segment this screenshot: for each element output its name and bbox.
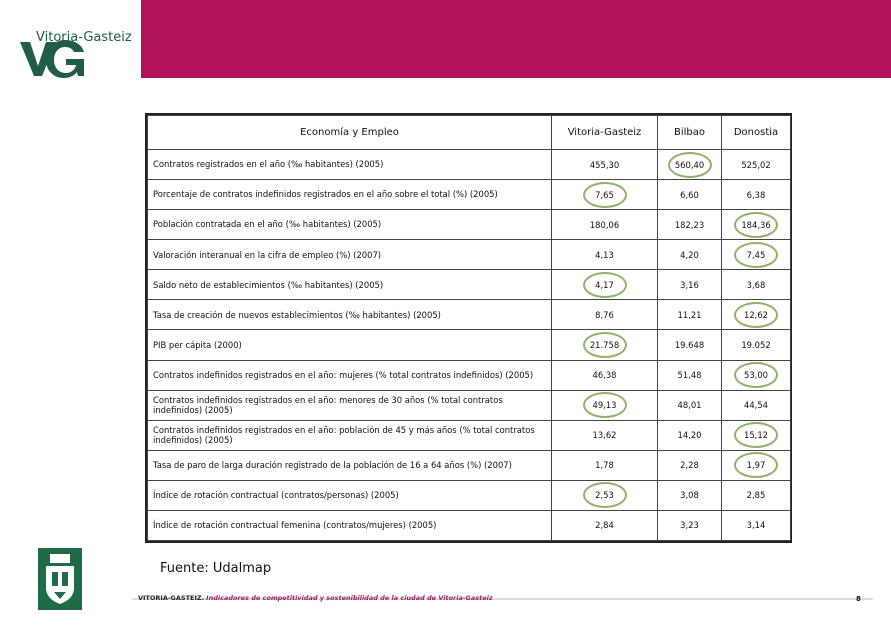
value-text: 525,02 [741,159,771,170]
highlight-circle [734,212,778,238]
value-text: 19.052 [741,339,771,350]
source-note: Fuente: Udalmap [160,561,272,576]
value-text: 1,78 [595,460,614,471]
indicator-label: Saldo neto de establecimientos (‰ habitantes) (2005) [148,270,552,300]
highlight-circle [734,452,778,478]
table-row [148,420,791,450]
value-cell [658,360,722,390]
value-text: 12,62 [744,309,768,320]
table-row [148,450,791,480]
page-number: 8 [856,595,861,603]
column-header: Donostia [722,116,791,150]
value-text: 184,36 [741,219,771,230]
indicator-label: Contratos indefinidos registrados en el año: mujeres (% total contratos indefinidos) (2005) [148,360,552,390]
table-row [148,300,791,330]
value-cell [722,270,791,300]
value-cell [658,270,722,300]
value-text: 3,16 [680,279,699,290]
value-text: 1,97 [746,460,766,471]
logo-text: Vitoria-Gasteiz [36,30,132,45]
table-row [148,360,791,390]
value-text: 21.758 [589,339,620,350]
table-row [148,180,791,210]
column-header: Economía y Empleo [148,116,552,150]
value-cell [552,330,658,360]
value-text: 180,06 [589,219,620,230]
value-cell [722,330,791,360]
indicator-label: Tasa de paro de larga duración registrado de la población de 16 a 64 años (%) (2007) [148,450,552,480]
value-text: 6,38 [746,189,766,200]
value-cell [722,480,791,510]
highlight-circle [583,272,627,298]
value-cell [552,270,658,300]
value-cell [722,150,791,180]
table-row [148,390,791,420]
indicator-label: Porcentaje de contratos indefinidos registrados en el año sobre el total (%) (2005) [148,180,552,210]
value-cell [658,510,722,540]
footer-text [138,594,493,602]
value-text: 3,68 [746,279,766,290]
value-text: 8,76 [595,309,614,320]
value-cell [658,150,722,180]
value-text: 3,14 [746,520,766,531]
footer-subtitle: Indicadores de competitividad y sostenibilidad de la ciudad de Vitoria-Gasteiz [206,594,493,602]
column-header: Bilbao [658,116,722,150]
value-text: 4,13 [595,249,614,260]
value-cell [658,240,722,270]
table-row [148,330,791,360]
value-text: 2,28 [680,460,699,471]
value-cell [658,480,722,510]
value-text: 14,20 [677,430,702,441]
value-text: 19.648 [674,339,705,350]
indicator-label: Contratos indefinidos registrados en el año: población de 45 y más años (% total contratos indefinidos) (2005) [148,420,552,450]
value-text: 3,23 [680,520,699,531]
value-text: 13,62 [592,430,617,441]
value-text: 560,40 [674,159,705,170]
indicator-label: Contratos indefinidos registrados en el año: menores de 30 años (% total contratos indefinidos) (2005) [148,390,552,420]
table-row [148,210,791,240]
value-text: 4,20 [680,249,699,260]
value-text: 2,84 [595,520,614,531]
header-accent-bar [141,0,891,78]
value-cell [552,510,658,540]
value-text: 3,08 [680,490,699,501]
table-row [148,150,791,180]
indicator-label: Contratos registrados en el año (‰ habitantes) (2005) [148,150,552,180]
value-text: 51,48 [677,370,702,381]
value-cell [658,420,722,450]
value-cell [722,240,791,270]
value-text: 15,12 [744,430,768,441]
indicator-label: Tasa de creación de nuevos establecimientos (‰ habitantes) (2005) [148,300,552,330]
value-cell [552,450,658,480]
value-cell [658,450,722,480]
value-text: 49,13 [592,400,617,411]
table-row [148,510,791,540]
value-text: 2,53 [595,490,614,501]
value-text: 7,45 [746,249,766,260]
highlight-circle [734,422,778,448]
highlight-circle [583,482,627,508]
indicator-label: Población contratada en el año (‰ habitantes) (2005) [148,210,552,240]
value-cell [552,480,658,510]
value-cell [552,180,658,210]
economy-employment-table [145,113,792,543]
value-cell [722,180,791,210]
value-cell [552,390,658,420]
value-text: 6,60 [680,189,699,200]
value-cell [552,240,658,270]
value-text: 48,01 [677,400,702,411]
value-text: 4,17 [595,279,614,290]
value-cell [722,210,791,240]
value-cell [658,180,722,210]
table-row [148,270,791,300]
value-cell [552,360,658,390]
value-cell [552,420,658,450]
value-cell [658,210,722,240]
highlight-circle [583,182,627,208]
value-cell [722,450,791,480]
indicator-label: PIB per cápita (2000) [148,330,552,360]
value-cell [658,330,722,360]
highlight-circle [734,242,778,268]
value-cell [552,210,658,240]
value-text: 44,54 [744,400,768,411]
value-cell [722,360,791,390]
column-header: Vitoria-Gasteiz [552,116,658,150]
value-cell [552,300,658,330]
table-header-row [148,116,791,150]
value-text: 455,30 [589,159,620,170]
value-text: 46,38 [592,370,617,381]
table-row [148,240,791,270]
indicator-label: Índice de rotación contractual (contratos/personas) (2005) [148,480,552,510]
value-text: 7,65 [595,189,614,200]
value-cell [552,150,658,180]
vitoria-gasteiz-logo [18,30,143,80]
highlight-circle [583,392,627,418]
value-cell [722,420,791,450]
value-text: 53,00 [744,370,768,381]
value-text: 11,21 [677,309,702,320]
footer-org: VITORIA-GASTEIZ. [138,594,205,602]
value-cell [722,390,791,420]
value-cell [658,390,722,420]
highlight-circle [734,302,778,328]
city-crest-icon [38,548,82,610]
highlight-circle [583,332,627,358]
value-cell [722,300,791,330]
highlight-circle [734,362,778,388]
value-text: 182,23 [674,219,705,230]
table-row [148,480,791,510]
value-text: 2,85 [746,490,766,501]
value-cell [658,300,722,330]
indicator-label: Valoración interanual en la cifra de empleo (%) (2007) [148,240,552,270]
indicator-label: Índice de rotación contractual femenina (contratos/mujeres) (2005) [148,510,552,540]
value-cell [722,510,791,540]
highlight-circle [668,152,712,178]
